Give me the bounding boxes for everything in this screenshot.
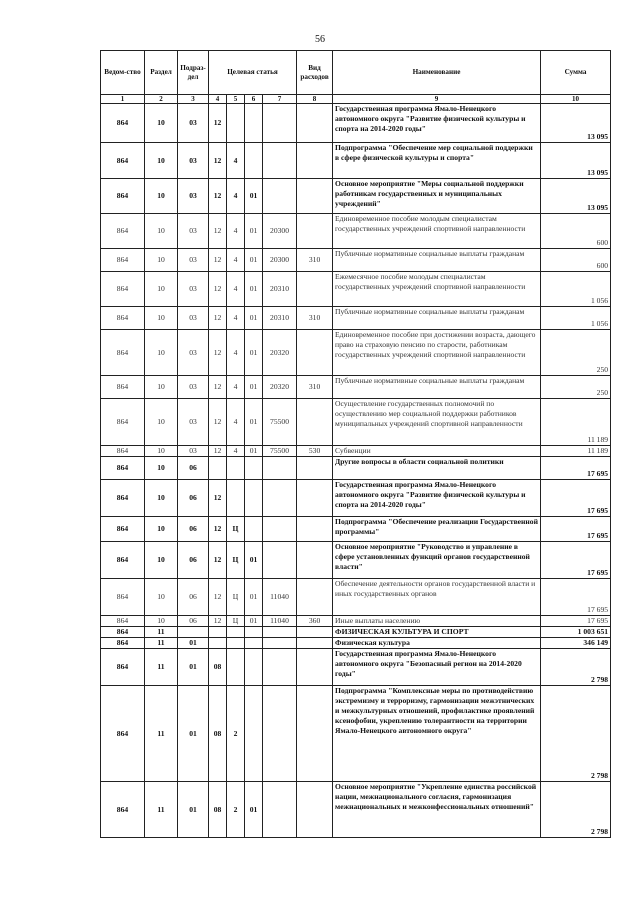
index-cell: 6	[245, 95, 263, 104]
cell-razdel: 10	[145, 579, 178, 616]
cell-article-1: 12	[209, 249, 227, 272]
cell-expense-type: 310	[297, 376, 333, 399]
table-row	[101, 686, 611, 782]
cell-article-1: 12	[209, 480, 227, 517]
cell-podrazdel: 01	[178, 782, 209, 838]
cell-sum: 13 095	[541, 104, 611, 143]
cell-name: Государственная программа Ямало-Ненецкого автономного округа "Развитие физической культуры и спорта на 2014-2020 годы"	[333, 104, 541, 143]
cell-name: Публичные нормативные социальные выплаты гражданам	[333, 376, 541, 399]
cell-article-4: 20320	[263, 376, 297, 399]
cell-article-3	[245, 517, 263, 542]
cell-article-2: Ц	[227, 542, 245, 579]
cell-sum: 2 798	[541, 686, 611, 782]
cell-vedomstvo: 864	[101, 480, 145, 517]
cell-podrazdel: 03	[178, 143, 209, 179]
cell-name: Иные выплаты населению	[333, 616, 541, 627]
table-row	[101, 399, 611, 446]
cell-razdel: 11	[145, 686, 178, 782]
cell-article-1: 08	[209, 649, 227, 686]
cell-podrazdel: 03	[178, 307, 209, 330]
cell-article-1: 12	[209, 272, 227, 307]
cell-razdel: 11	[145, 782, 178, 838]
cell-razdel: 10	[145, 330, 178, 376]
cell-razdel: 10	[145, 399, 178, 446]
cell-article-4	[263, 179, 297, 214]
cell-podrazdel: 01	[178, 638, 209, 649]
cell-sum: 1 003 651	[541, 627, 611, 638]
cell-name: Подпрограмма "Обеспечение мер социальной поддержки в сфере физической культуры и спорта"	[333, 143, 541, 179]
cell-expense-type	[297, 143, 333, 179]
cell-article-3: 01	[245, 179, 263, 214]
cell-expense-type	[297, 104, 333, 143]
cell-article-4	[263, 649, 297, 686]
cell-vedomstvo: 864	[101, 179, 145, 214]
cell-podrazdel: 03	[178, 249, 209, 272]
cell-article-4	[263, 627, 297, 638]
cell-podrazdel: 06	[178, 542, 209, 579]
header-row	[101, 51, 611, 95]
cell-expense-type	[297, 649, 333, 686]
cell-podrazdel: 06	[178, 616, 209, 627]
cell-name: Публичные нормативные социальные выплаты гражданам	[333, 307, 541, 330]
cell-article-2: 4	[227, 399, 245, 446]
cell-name: Другие вопросы в области социальной политики	[333, 457, 541, 480]
cell-vedomstvo: 864	[101, 616, 145, 627]
cell-article-4	[263, 517, 297, 542]
cell-vedomstvo: 864	[101, 446, 145, 457]
cell-razdel: 10	[145, 480, 178, 517]
cell-vedomstvo: 864	[101, 686, 145, 782]
cell-vedomstvo: 864	[101, 330, 145, 376]
cell-article-2: Ц	[227, 616, 245, 627]
cell-article-2: 4	[227, 330, 245, 376]
cell-article-3: 01	[245, 249, 263, 272]
cell-sum: 600	[541, 214, 611, 249]
cell-article-3: 01	[245, 399, 263, 446]
cell-article-4: 75500	[263, 399, 297, 446]
cell-razdel: 10	[145, 517, 178, 542]
cell-expense-type	[297, 214, 333, 249]
header-name: Наименование	[333, 51, 541, 95]
cell-vedomstvo: 864	[101, 542, 145, 579]
cell-expense-type	[297, 686, 333, 782]
cell-expense-type	[297, 542, 333, 579]
cell-expense-type	[297, 330, 333, 376]
cell-article-4: 20300	[263, 214, 297, 249]
header-podrazdel: Подраз-дел	[178, 51, 209, 95]
cell-podrazdel: 03	[178, 214, 209, 249]
cell-vedomstvo: 864	[101, 399, 145, 446]
table-row	[101, 307, 611, 330]
cell-podrazdel: 03	[178, 104, 209, 143]
index-cell: 5	[227, 95, 245, 104]
header-target-article: Целевая статья	[209, 51, 297, 95]
cell-article-1: 12	[209, 399, 227, 446]
cell-article-4: 20300	[263, 249, 297, 272]
cell-name: Ежемесячное пособие молодым специалистам государственных учреждений спортивной направленности	[333, 272, 541, 307]
cell-article-3: 01	[245, 214, 263, 249]
cell-sum: 17 695	[541, 542, 611, 579]
cell-article-3	[245, 686, 263, 782]
cell-razdel: 11	[145, 638, 178, 649]
cell-article-3	[245, 143, 263, 179]
header-vedomstvo: Ведом-ство	[101, 51, 145, 95]
cell-article-1: 12	[209, 446, 227, 457]
cell-article-1	[209, 638, 227, 649]
cell-razdel: 11	[145, 649, 178, 686]
cell-razdel: 10	[145, 542, 178, 579]
cell-article-4: 11040	[263, 616, 297, 627]
cell-vedomstvo: 864	[101, 638, 145, 649]
cell-podrazdel: 06	[178, 579, 209, 616]
cell-razdel: 10	[145, 249, 178, 272]
table-body	[101, 51, 611, 838]
table-row	[101, 272, 611, 307]
cell-article-1: 12	[209, 143, 227, 179]
cell-razdel: 10	[145, 307, 178, 330]
cell-article-3: 01	[245, 782, 263, 838]
cell-article-2	[227, 627, 245, 638]
cell-article-2	[227, 638, 245, 649]
cell-article-4	[263, 638, 297, 649]
cell-article-4: 20310	[263, 272, 297, 307]
cell-sum: 17 695	[541, 517, 611, 542]
cell-razdel: 10	[145, 214, 178, 249]
cell-vedomstvo: 864	[101, 272, 145, 307]
cell-article-1: 08	[209, 782, 227, 838]
table-row	[101, 143, 611, 179]
cell-article-2: 4	[227, 249, 245, 272]
cell-podrazdel: 03	[178, 399, 209, 446]
cell-article-1	[209, 457, 227, 480]
cell-article-1: 12	[209, 579, 227, 616]
index-cell: 10	[541, 95, 611, 104]
cell-sum: 250	[541, 330, 611, 376]
cell-razdel: 10	[145, 179, 178, 214]
cell-name: Подпрограмма "Обеспечение реализации Государственной программы"	[333, 517, 541, 542]
page-number: 56	[315, 34, 325, 45]
cell-razdel: 10	[145, 616, 178, 627]
cell-article-2	[227, 480, 245, 517]
table-row	[101, 249, 611, 272]
table-row	[101, 782, 611, 838]
cell-sum: 2 798	[541, 782, 611, 838]
cell-expense-type	[297, 517, 333, 542]
index-cell: 4	[209, 95, 227, 104]
cell-article-3: 01	[245, 542, 263, 579]
cell-name: Основное мероприятие "Меры социальной поддержки работникам государственных и муниципальных учреждений"	[333, 179, 541, 214]
cell-article-2: 4	[227, 307, 245, 330]
cell-sum: 2 798	[541, 649, 611, 686]
index-cell: 7	[263, 95, 297, 104]
cell-article-4: 11040	[263, 579, 297, 616]
cell-vedomstvo: 864	[101, 579, 145, 616]
table-row	[101, 457, 611, 480]
cell-article-2: 4	[227, 272, 245, 307]
cell-article-4	[263, 686, 297, 782]
table-row	[101, 179, 611, 214]
cell-podrazdel: 01	[178, 649, 209, 686]
cell-name: Основное мероприятие "Руководство и управление в сфере установленных функций органов государственной власти"	[333, 542, 541, 579]
index-row	[101, 95, 611, 104]
cell-razdel: 10	[145, 376, 178, 399]
cell-name: Государственная программа Ямало-Ненецкого автономного округа "Развитие физической культуры и спорта на 2014-2020 годы"	[333, 480, 541, 517]
cell-name: Физическая культура	[333, 638, 541, 649]
table-row	[101, 616, 611, 627]
cell-article-1: 12	[209, 330, 227, 376]
cell-article-2: Ц	[227, 579, 245, 616]
cell-podrazdel: 03	[178, 446, 209, 457]
cell-article-2: 4	[227, 143, 245, 179]
cell-expense-type: 310	[297, 249, 333, 272]
cell-podrazdel: 01	[178, 686, 209, 782]
cell-sum: 1 056	[541, 307, 611, 330]
cell-expense-type: 310	[297, 307, 333, 330]
cell-expense-type	[297, 457, 333, 480]
cell-article-3: 01	[245, 616, 263, 627]
cell-article-4: 20310	[263, 307, 297, 330]
cell-razdel: 11	[145, 627, 178, 638]
budget-table	[100, 50, 611, 838]
cell-article-3	[245, 638, 263, 649]
cell-name: ФИЗИЧЕСКАЯ КУЛЬТУРА И СПОРТ	[333, 627, 541, 638]
cell-sum: 17 695	[541, 480, 611, 517]
cell-sum: 17 695	[541, 616, 611, 627]
cell-name: Государственная программа Ямало-Ненецкого автономного округа "Безопасный регион на 2014-2020 годы"	[333, 649, 541, 686]
table-row	[101, 627, 611, 638]
cell-article-2	[227, 457, 245, 480]
index-cell: 2	[145, 95, 178, 104]
cell-sum: 17 695	[541, 457, 611, 480]
cell-razdel: 10	[145, 457, 178, 480]
cell-sum: 346 149	[541, 638, 611, 649]
cell-name: Основное мероприятие "Укрепление единства российской нации, межнационального согласия, гармонизация межнациональных и межконфессиональных отношений"	[333, 782, 541, 838]
cell-article-1	[209, 627, 227, 638]
cell-article-4	[263, 104, 297, 143]
table-row	[101, 517, 611, 542]
cell-article-3	[245, 104, 263, 143]
cell-article-3: 01	[245, 376, 263, 399]
cell-vedomstvo: 864	[101, 214, 145, 249]
cell-article-3: 01	[245, 307, 263, 330]
cell-article-2	[227, 104, 245, 143]
table-row	[101, 542, 611, 579]
table-row	[101, 104, 611, 143]
cell-article-3: 01	[245, 446, 263, 457]
cell-expense-type	[297, 399, 333, 446]
cell-article-2: 4	[227, 214, 245, 249]
header-expense-type: Вид расходов	[297, 51, 333, 95]
cell-sum: 13 095	[541, 143, 611, 179]
cell-vedomstvo: 864	[101, 104, 145, 143]
cell-vedomstvo: 864	[101, 376, 145, 399]
cell-expense-type	[297, 638, 333, 649]
cell-sum: 250	[541, 376, 611, 399]
cell-article-1: 12	[209, 179, 227, 214]
cell-sum: 13 095	[541, 179, 611, 214]
cell-name: Единовременное пособие при достижении возраста, дающего право на страховую пенсию по старости, работникам государственных учреждений спортивной направленности	[333, 330, 541, 376]
cell-vedomstvo: 864	[101, 457, 145, 480]
cell-name: Субвенции	[333, 446, 541, 457]
cell-article-1: 12	[209, 376, 227, 399]
cell-podrazdel: 03	[178, 330, 209, 376]
cell-expense-type	[297, 272, 333, 307]
cell-expense-type	[297, 579, 333, 616]
cell-vedomstvo: 864	[101, 307, 145, 330]
cell-article-2: 4	[227, 376, 245, 399]
cell-razdel: 10	[145, 272, 178, 307]
cell-vedomstvo: 864	[101, 143, 145, 179]
header-sum: Сумма	[541, 51, 611, 95]
table-row	[101, 480, 611, 517]
cell-podrazdel: 06	[178, 457, 209, 480]
cell-article-4: 20320	[263, 330, 297, 376]
cell-article-3: 01	[245, 579, 263, 616]
cell-article-1: 12	[209, 104, 227, 143]
cell-article-2: Ц	[227, 517, 245, 542]
cell-article-3	[245, 480, 263, 517]
cell-razdel: 10	[145, 104, 178, 143]
cell-article-2: 4	[227, 179, 245, 214]
cell-article-2: 2	[227, 782, 245, 838]
cell-name: Публичные нормативные социальные выплаты гражданам	[333, 249, 541, 272]
cell-razdel: 10	[145, 446, 178, 457]
table-row	[101, 649, 611, 686]
cell-expense-type	[297, 627, 333, 638]
cell-article-3	[245, 457, 263, 480]
cell-expense-type: 360	[297, 616, 333, 627]
cell-expense-type: 530	[297, 446, 333, 457]
cell-podrazdel	[178, 627, 209, 638]
cell-article-1: 12	[209, 214, 227, 249]
cell-article-1: 12	[209, 542, 227, 579]
cell-article-4	[263, 457, 297, 480]
cell-expense-type	[297, 782, 333, 838]
cell-podrazdel: 03	[178, 272, 209, 307]
index-cell: 9	[333, 95, 541, 104]
table-row	[101, 446, 611, 457]
cell-article-4	[263, 782, 297, 838]
cell-article-4	[263, 143, 297, 179]
cell-sum: 17 695	[541, 579, 611, 616]
cell-vedomstvo: 864	[101, 249, 145, 272]
cell-article-1: 12	[209, 517, 227, 542]
cell-name: Обеспечение деятельности органов государственной власти и иных государственных органов	[333, 579, 541, 616]
index-cell: 8	[297, 95, 333, 104]
cell-podrazdel: 03	[178, 179, 209, 214]
table-row	[101, 638, 611, 649]
cell-sum: 600	[541, 249, 611, 272]
cell-article-4: 75500	[263, 446, 297, 457]
cell-vedomstvo: 864	[101, 649, 145, 686]
table-row	[101, 579, 611, 616]
cell-vedomstvo: 864	[101, 517, 145, 542]
table-row	[101, 214, 611, 249]
index-cell: 1	[101, 95, 145, 104]
cell-vedomstvo: 864	[101, 627, 145, 638]
cell-article-4	[263, 480, 297, 517]
cell-article-2: 4	[227, 446, 245, 457]
cell-sum: 11 189	[541, 399, 611, 446]
cell-razdel: 10	[145, 143, 178, 179]
cell-expense-type	[297, 179, 333, 214]
cell-sum: 11 189	[541, 446, 611, 457]
index-cell: 3	[178, 95, 209, 104]
cell-article-1: 08	[209, 686, 227, 782]
cell-vedomstvo: 864	[101, 782, 145, 838]
cell-article-3	[245, 649, 263, 686]
cell-article-1: 12	[209, 307, 227, 330]
cell-article-2: 2	[227, 686, 245, 782]
cell-name: Подпрограмма "Комплексные меры по противодействию экстремизму и терроризму, гармонизации межэтнических и межкультурных отношений, профилактике проявлений ксенофобии, укреплению толерантности на территории Ямало-Ненецкого автономного округа"	[333, 686, 541, 782]
cell-name: Осуществление государственных полномочий по осуществлению мер социальной поддержки работников муниципальных учреждений спортивной направленности	[333, 399, 541, 446]
cell-expense-type	[297, 480, 333, 517]
cell-article-1: 12	[209, 616, 227, 627]
cell-article-3: 01	[245, 330, 263, 376]
header-razdel: Раздел	[145, 51, 178, 95]
cell-podrazdel: 06	[178, 517, 209, 542]
cell-podrazdel: 03	[178, 376, 209, 399]
table-row	[101, 376, 611, 399]
table-row	[101, 330, 611, 376]
cell-article-4	[263, 542, 297, 579]
cell-name: Единовременное пособие молодым специалистам государственных учреждений спортивной направленности	[333, 214, 541, 249]
cell-article-3: 01	[245, 272, 263, 307]
cell-article-3	[245, 627, 263, 638]
cell-article-2	[227, 649, 245, 686]
cell-sum: 1 056	[541, 272, 611, 307]
cell-podrazdel: 06	[178, 480, 209, 517]
